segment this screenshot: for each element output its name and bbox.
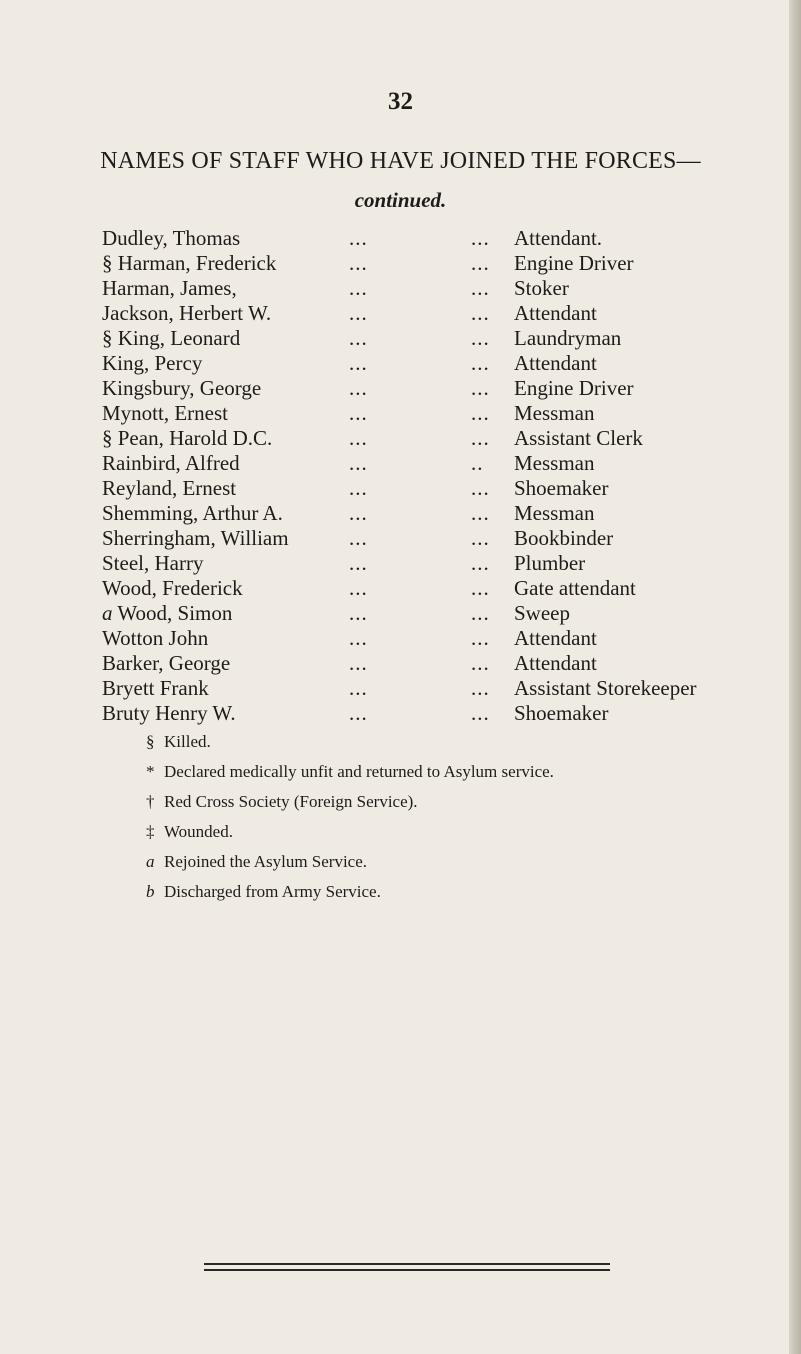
staff-name-text: Kingsbury, George xyxy=(102,376,262,400)
staff-name-text: Barker, George xyxy=(102,651,231,675)
staff-occupation: Attendant. xyxy=(514,226,603,250)
staff-occupation: Assistant Clerk xyxy=(514,426,643,450)
roster-row xyxy=(0,676,801,701)
leader-dots: ... xyxy=(349,501,368,525)
leader-dots: ... xyxy=(349,701,368,725)
staff-name xyxy=(102,626,208,651)
staff-name xyxy=(102,251,276,276)
leader-dots: ... xyxy=(349,226,368,250)
leader-dots: ... xyxy=(349,251,368,275)
leader-dots: ... xyxy=(471,401,490,425)
footnote-symbol: § xyxy=(146,732,155,751)
leader-dots: ... xyxy=(349,601,368,625)
leader-dots: ... xyxy=(349,426,368,450)
roster-row xyxy=(0,476,801,501)
footnote xyxy=(146,822,233,842)
page-number: 32 xyxy=(388,88,413,115)
footnote xyxy=(146,852,367,872)
footnote xyxy=(146,882,381,902)
leader-dots: ... xyxy=(471,551,490,575)
staff-name-text: King, Leonard xyxy=(117,326,241,350)
staff-occupation: Attendant xyxy=(514,651,597,675)
leader-dots: ... xyxy=(471,226,490,250)
staff-name-text: Bryett Frank xyxy=(102,676,209,700)
footnote xyxy=(146,792,418,812)
leader-dots: ... xyxy=(471,351,490,375)
staff-occupation: Engine Driver xyxy=(514,251,634,275)
staff-name xyxy=(102,576,243,601)
footnote-mark: § xyxy=(102,326,113,350)
page-title: NAMES OF STAFF WHO HAVE JOINED THE FORCES— xyxy=(100,148,701,174)
staff-name-text: Sherringham, William xyxy=(102,526,289,550)
staff-name-text: Harman, James, xyxy=(102,276,237,300)
roster-row xyxy=(0,451,801,476)
roster-row xyxy=(0,576,801,601)
leader-dots: ... xyxy=(349,376,368,400)
staff-name-text: Jackson, Herbert W. xyxy=(102,301,272,325)
double-rule-bottom xyxy=(204,1269,610,1271)
roster-row xyxy=(0,651,801,676)
footnote-text: Discharged from Army Service. xyxy=(164,882,381,901)
leader-dots: ... xyxy=(349,326,368,350)
staff-occupation: Plumber xyxy=(514,551,586,575)
roster-row xyxy=(0,526,801,551)
staff-name xyxy=(102,451,240,476)
staff-name-text: Pean, Harold D.C. xyxy=(117,426,273,450)
roster-row xyxy=(0,276,801,301)
leader-dots: ... xyxy=(471,276,490,300)
staff-name xyxy=(102,676,209,701)
staff-occupation: Laundryman xyxy=(514,326,622,350)
footnote-text: Declared medically unfit and returned to Asylum service. xyxy=(164,762,554,781)
leader-dots: .. xyxy=(471,451,484,475)
staff-name xyxy=(102,701,236,726)
staff-name-text: Bruty Henry W. xyxy=(102,701,236,725)
staff-name-text: Wood, Frederick xyxy=(102,576,243,600)
staff-name xyxy=(102,401,228,426)
staff-occupation: Gate attendant xyxy=(514,576,636,600)
footnote-mark: a xyxy=(102,601,113,625)
staff-occupation: Sweep xyxy=(514,601,570,625)
staff-name-text: Mynott, Ernest xyxy=(102,401,228,425)
roster-row xyxy=(0,376,801,401)
leader-dots: ... xyxy=(471,526,490,550)
footnote-symbol: a xyxy=(146,852,155,871)
leader-dots: ... xyxy=(471,326,490,350)
footnote-symbol: † xyxy=(146,792,155,811)
roster-row xyxy=(0,701,801,726)
roster-row xyxy=(0,326,801,351)
leader-dots: ... xyxy=(471,651,490,675)
leader-dots: ... xyxy=(349,401,368,425)
footnote-text: Wounded. xyxy=(164,822,233,841)
footnote-text: Rejoined the Asylum Service. xyxy=(164,852,368,871)
leader-dots: ... xyxy=(471,676,490,700)
double-rule-top xyxy=(204,1263,610,1265)
staff-name xyxy=(102,301,271,326)
staff-name xyxy=(102,651,230,676)
leader-dots: ... xyxy=(471,376,490,400)
staff-occupation: Messman xyxy=(514,451,595,475)
leader-dots: ... xyxy=(349,301,368,325)
staff-name xyxy=(102,501,283,526)
staff-name xyxy=(102,276,237,301)
staff-name-text: Wotton John xyxy=(102,626,209,650)
leader-dots: ... xyxy=(349,351,368,375)
roster-row xyxy=(0,251,801,276)
page-subtitle: continued. xyxy=(354,188,447,212)
leader-dots: ... xyxy=(349,451,368,475)
footnote-text: Red Cross Society (Foreign Service). xyxy=(164,792,418,811)
leader-dots: ... xyxy=(471,476,490,500)
footnote-symbol: * xyxy=(146,762,155,781)
roster-row xyxy=(0,501,801,526)
roster-row xyxy=(0,351,801,376)
leader-dots: ... xyxy=(349,476,368,500)
staff-name xyxy=(102,551,203,576)
leader-dots: ... xyxy=(471,576,490,600)
staff-name xyxy=(102,376,261,401)
footnote-symbol: ‡ xyxy=(146,822,155,841)
staff-name-text: Shemming, Arthur A. xyxy=(102,501,283,525)
staff-name xyxy=(102,476,236,501)
leader-dots: ... xyxy=(349,676,368,700)
staff-occupation: Engine Driver xyxy=(514,376,634,400)
staff-name-text: Dudley, Thomas xyxy=(102,226,241,250)
footnote-mark: § xyxy=(102,251,113,275)
staff-name xyxy=(102,426,272,451)
staff-name-text: Steel, Harry xyxy=(102,551,204,575)
staff-name xyxy=(102,526,289,551)
staff-occupation: Stoker xyxy=(514,276,569,300)
staff-occupation: Shoemaker xyxy=(514,701,609,725)
staff-name-text: King, Percy xyxy=(102,351,203,375)
roster-row xyxy=(0,601,801,626)
roster-row xyxy=(0,626,801,651)
staff-occupation: Messman xyxy=(514,401,595,425)
staff-occupation: Attendant xyxy=(514,301,597,325)
footnote xyxy=(146,732,211,752)
leader-dots: ... xyxy=(349,551,368,575)
footnote-symbol: b xyxy=(146,882,155,901)
leader-dots: ... xyxy=(471,501,490,525)
footnote-text: Killed. xyxy=(164,732,211,751)
staff-name-text: Rainbird, Alfred xyxy=(102,451,240,475)
staff-occupation: Messman xyxy=(514,501,595,525)
leader-dots: ... xyxy=(471,701,490,725)
leader-dots: ... xyxy=(471,601,490,625)
leader-dots: ... xyxy=(471,301,490,325)
roster-row xyxy=(0,401,801,426)
leader-dots: ... xyxy=(349,276,368,300)
leader-dots: ... xyxy=(349,526,368,550)
staff-name xyxy=(102,326,240,351)
leader-dots: ... xyxy=(349,576,368,600)
staff-name xyxy=(102,351,202,376)
staff-occupation: Assistant Storekeeper xyxy=(514,676,697,700)
staff-name-text: Wood, Simon xyxy=(117,601,233,625)
leader-dots: ... xyxy=(471,426,490,450)
roster-row xyxy=(0,226,801,251)
leader-dots: ... xyxy=(349,651,368,675)
leader-dots: ... xyxy=(349,626,368,650)
roster-row xyxy=(0,551,801,576)
roster-row xyxy=(0,301,801,326)
staff-name-text: Harman, Frederick xyxy=(117,251,277,275)
footnote-mark: § xyxy=(102,426,113,450)
staff-roster xyxy=(0,226,801,726)
staff-occupation: Bookbinder xyxy=(514,526,614,550)
staff-occupation: Attendant xyxy=(514,626,597,650)
staff-name xyxy=(102,601,232,626)
footnote xyxy=(146,762,554,782)
staff-occupation: Shoemaker xyxy=(514,476,609,500)
leader-dots: ... xyxy=(471,626,490,650)
roster-row xyxy=(0,426,801,451)
staff-name xyxy=(102,226,240,251)
staff-occupation: Attendant xyxy=(514,351,597,375)
staff-name-text: Reyland, Ernest xyxy=(102,476,237,500)
leader-dots: ... xyxy=(471,251,490,275)
